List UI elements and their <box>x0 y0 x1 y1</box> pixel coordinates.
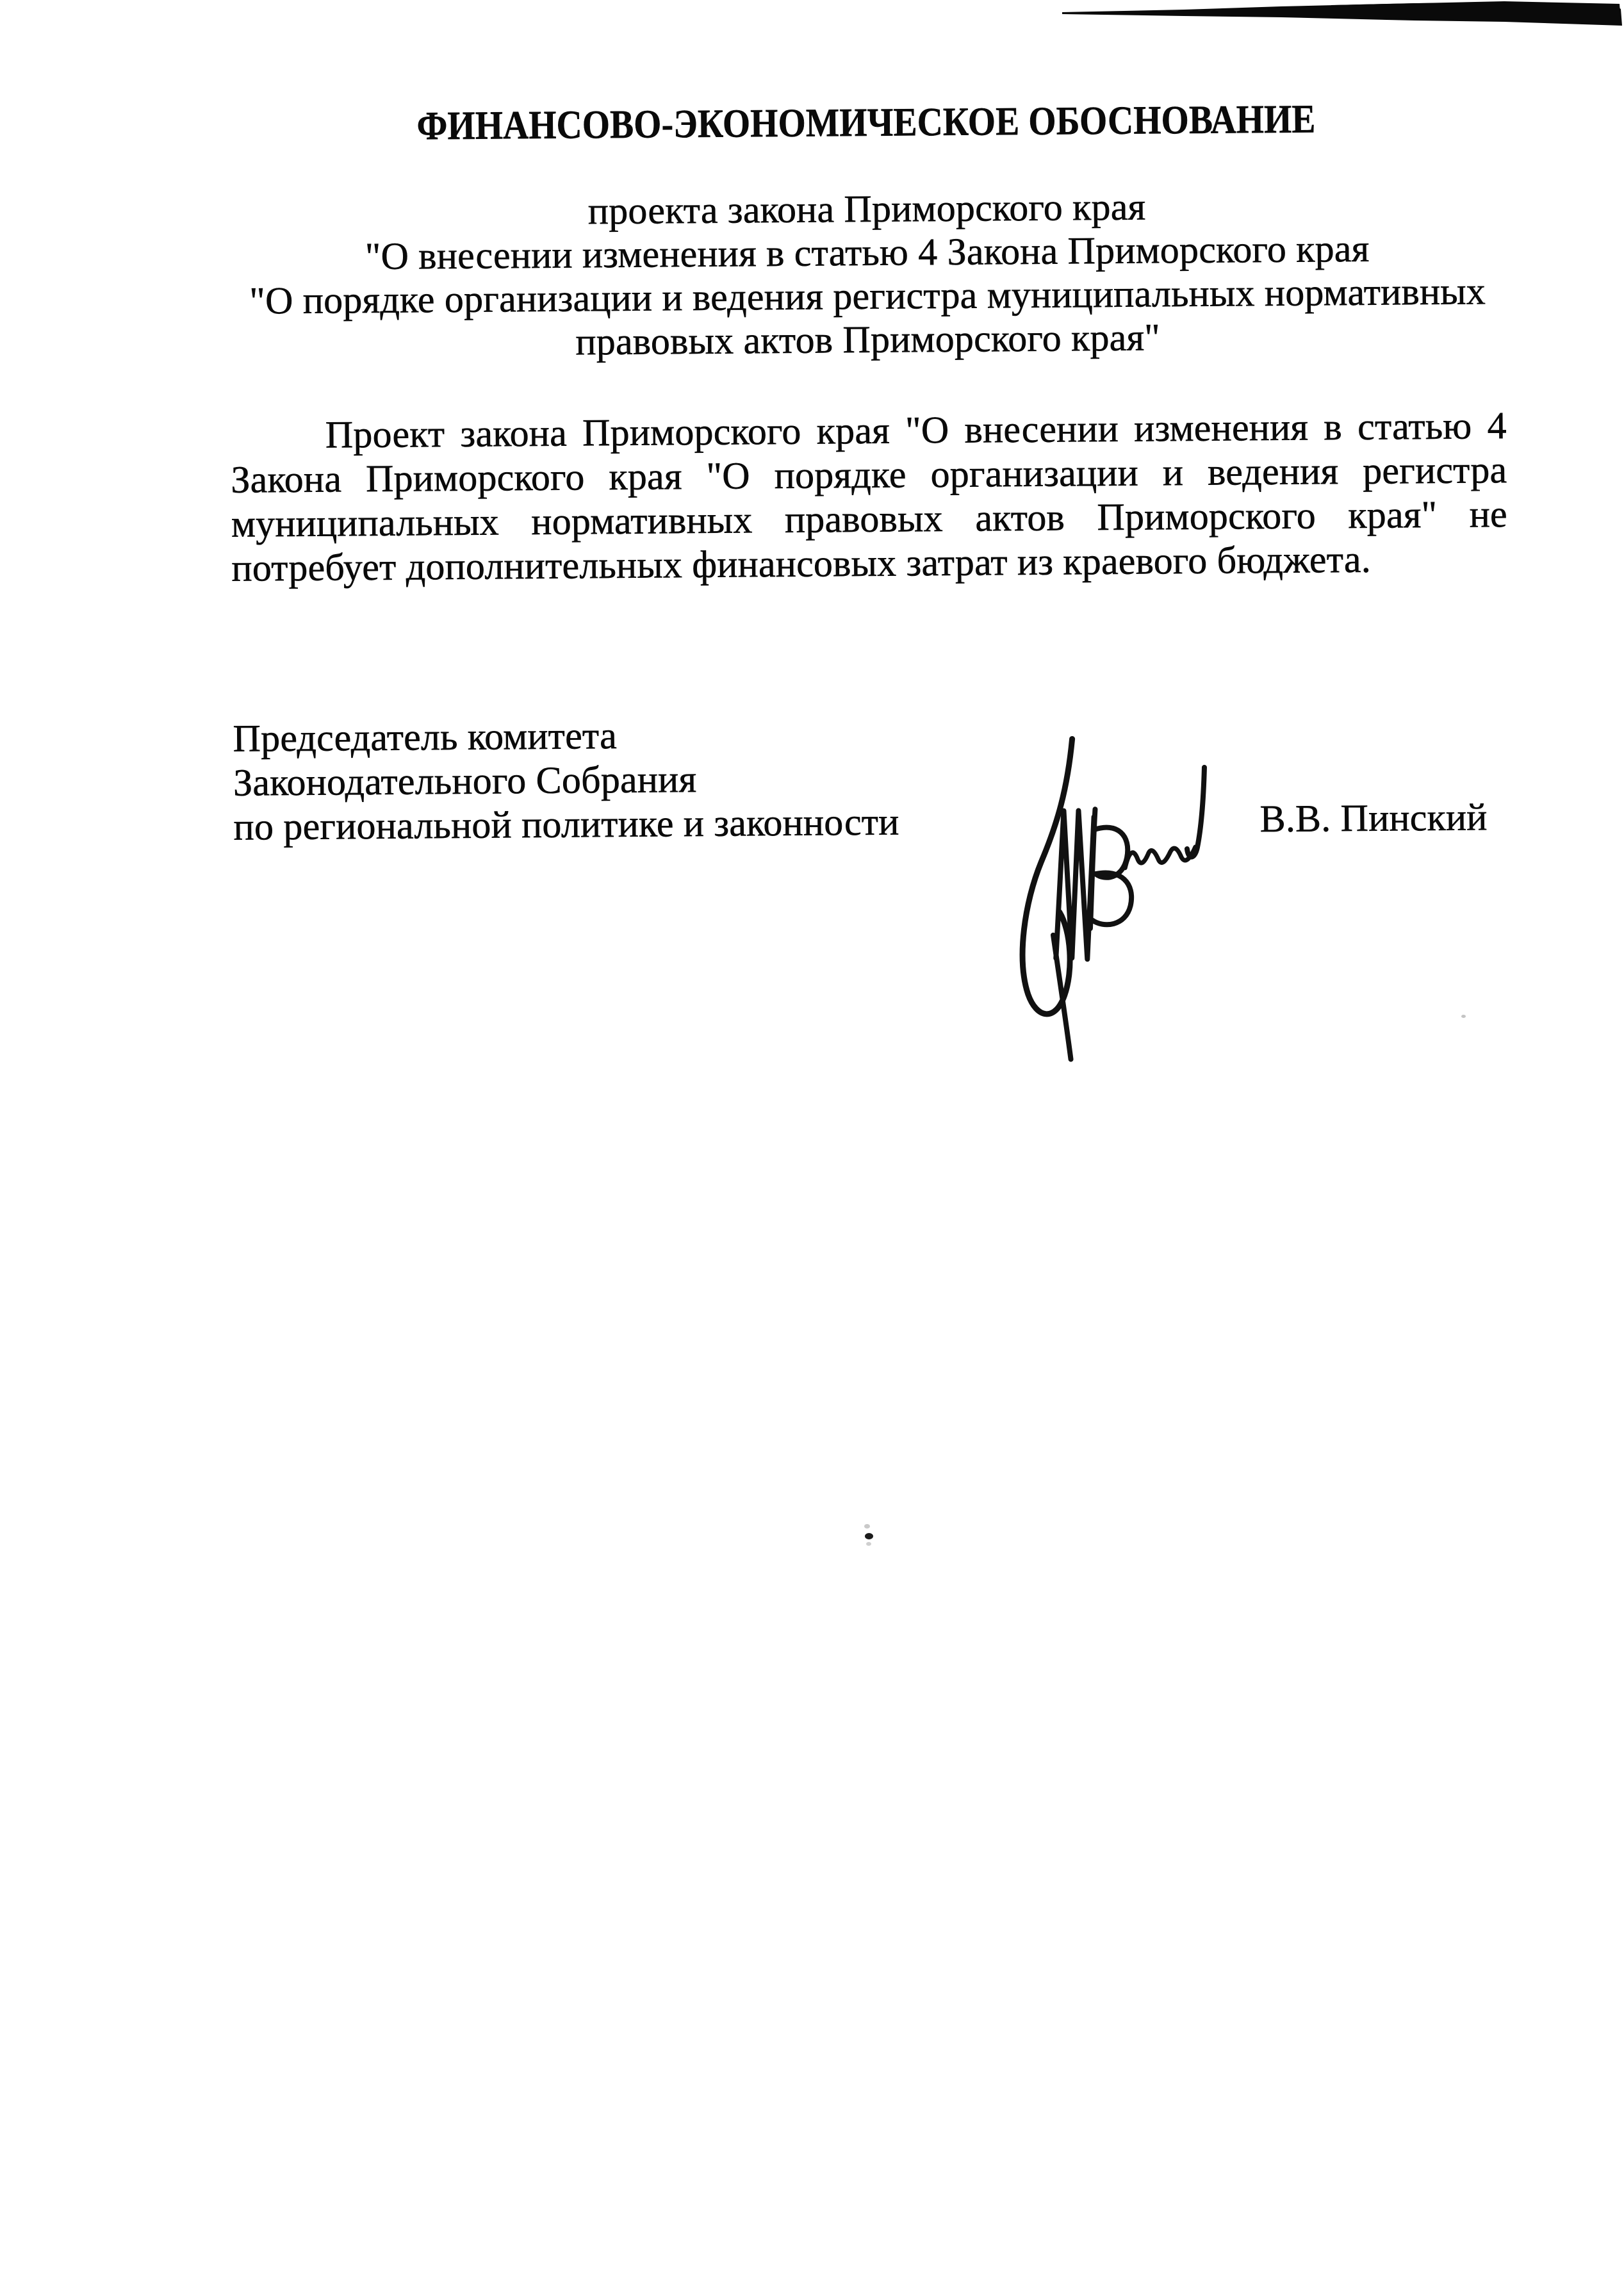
document-title-text: ФИНАНСОВО-ЭКОНОМИЧЕСКОЕ ОБОСНОВАНИЕ <box>416 96 1316 149</box>
subtitle-line: "О внесении изменения в статью 4 Закона Приморского края <box>365 227 1370 278</box>
signatory-position-line: по региональной политике и законности <box>233 800 899 848</box>
subtitle-line: "О порядке организации и ведения регистра муниципальных нормативных <box>249 270 1486 322</box>
subtitle-line: правовых актов Приморского края" <box>575 316 1161 363</box>
body-paragraph <box>231 404 1508 591</box>
scan-speck <box>866 1542 871 1546</box>
body-line: потребует дополнительных финансовых затрат из краевого бюджета. <box>231 537 1372 589</box>
subtitle-line: проекта закона Приморского края <box>587 185 1146 233</box>
signatory-position-line: Председатель комитета <box>233 714 618 760</box>
body-line: муниципальных нормативных правовых актов Приморского края" не <box>231 493 1508 545</box>
document-subtitle <box>229 182 1506 366</box>
signatory-name: В.В. Пинский <box>1259 796 1488 840</box>
document-title <box>228 95 1504 150</box>
signatory-position <box>233 710 1131 849</box>
scan-speck <box>865 1533 873 1539</box>
scan-speck <box>864 1524 870 1529</box>
signatory-position-line: Законодательного Собрания <box>233 758 697 804</box>
body-line: Закона Приморского края "О порядке организации и ведения регистра <box>231 448 1507 501</box>
handwritten-signature <box>1000 719 1233 1070</box>
scan-speck <box>1461 1015 1466 1018</box>
body-line: Проект закона Приморского края "О внесении изменения в статью 4 <box>325 404 1507 456</box>
